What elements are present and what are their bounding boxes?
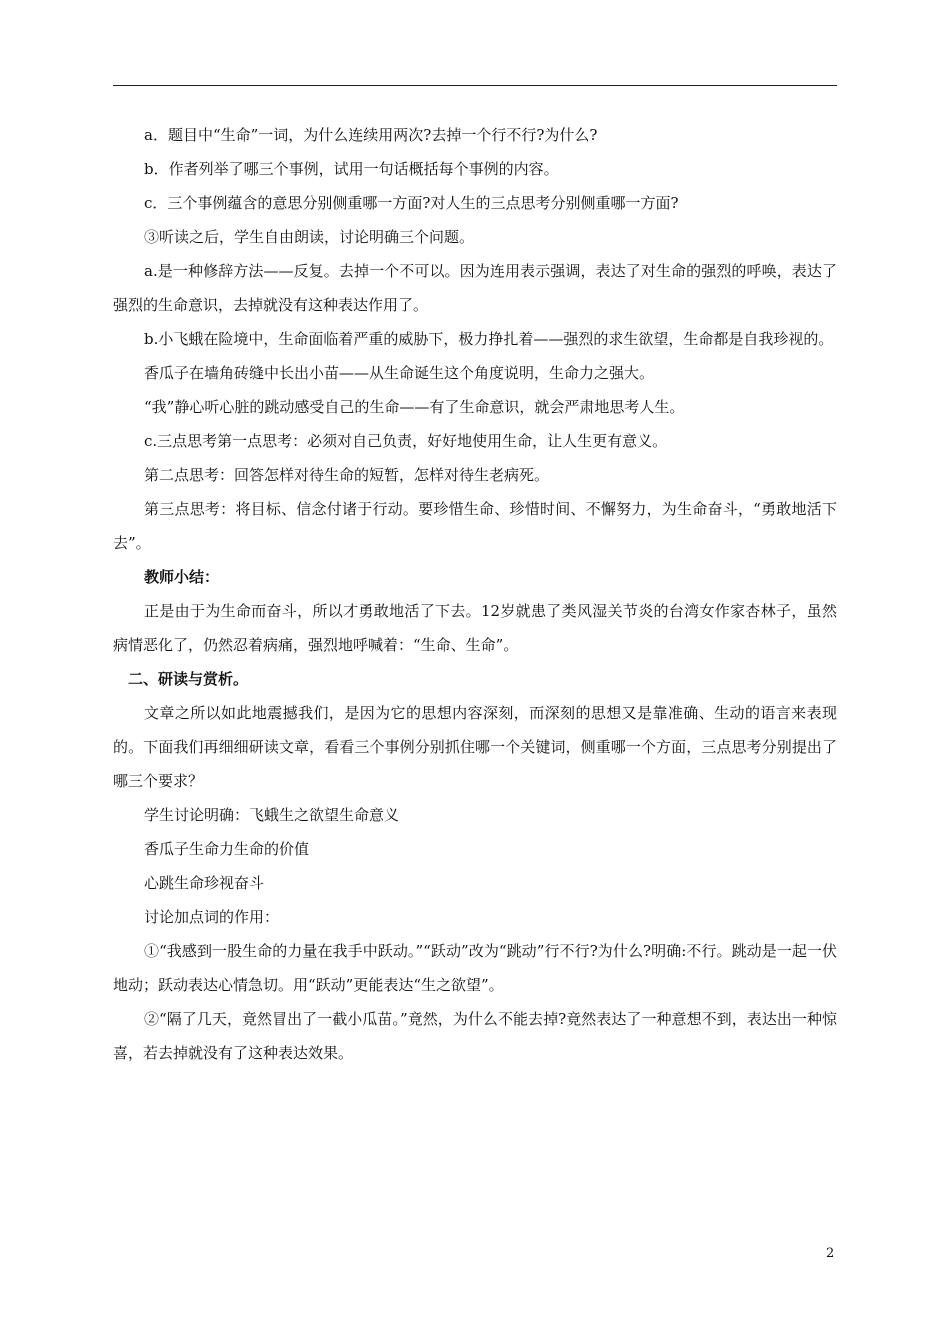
- paragraph: “我”静心听心脏的跳动感受自己的生命——有了生命意识，就会严肃地思考人生。: [144, 398, 685, 416]
- paragraph: b.小飞蛾在险境中，生命面临着严重的威胁下，极力挣扎着——强烈的求生欲望，生命都是自我珍视的。: [144, 330, 834, 348]
- section-heading: 二、研读与赏析。: [128, 670, 249, 688]
- paragraph: 心跳生命珍视奋斗: [144, 874, 265, 892]
- paragraph: c.三点思考第一点思考：必须对自己负责，好好地使用生命，让人生更有意义。: [144, 432, 668, 450]
- paragraph: ③听读之后，学生自由朗读，讨论明确三个问题。: [144, 228, 475, 246]
- paragraph: 文章之所以如此地震撼我们，是因为它的思想内容深刻，而深刻的思想又是靠准确、生动的语言来表现的。下面我们再细细研读文章，看看三个事例分别抓住哪一个关键词，侧重哪一个方面，三点思考分别提出了哪三个要求？: [113, 704, 837, 790]
- paragraph: a．题目中“生命”一词，为什么连续用两次?去掉一个行不行?为什么?: [144, 126, 598, 144]
- header-rule: [113, 85, 837, 86]
- paragraph: c．三个事例蕴含的意思分别侧重哪一方面?对人生的三点思考分别侧重哪一方面?: [144, 194, 679, 212]
- paragraph: 香瓜子生命力生命的价值: [144, 840, 310, 858]
- paragraph: 香瓜子在墙角砖缝中长出小苗——从生命诞生这个角度说明，生命力之强大。: [144, 364, 655, 382]
- paragraph: b．作者列举了哪三个事例，试用一句话概括每个事例的内容。: [144, 160, 559, 178]
- paragraph: 第三点思考：将目标、信念付诸于行动。要珍惜生命、珍惜时间、不懈努力，为生命奋斗，“勇敢地活下去”。: [113, 500, 837, 552]
- paragraph: 学生讨论明确：飞蛾生之欲望生命意义: [144, 806, 400, 824]
- paragraph: ②“隔了几天，竟然冒出了一截小瓜苗。”竟然，为什么不能去掉?竟然表达了一种意想不到，表达出一种惊喜，若去掉就没有了这种表达效果。: [113, 1010, 837, 1062]
- paragraph: a.是一种修辞方法——反复。去掉一个不可以。因为连用表示强调，表达了对生命的强烈的呼唤，表达了强烈的生命意识，去掉就没有这种表达作用了。: [113, 262, 837, 314]
- paragraph: 第二点思考：回答怎样对待生命的短暂，怎样对待生老病死。: [144, 466, 550, 484]
- document-body: [113, 118, 837, 1070]
- paragraph: 讨论加点词的作用：: [144, 908, 280, 926]
- paragraph: ①“我感到一股生命的力量在我手中跃动。”“跃动”改为“跳动”行不行?为什么?明确:不行。跳动是一起一伏地动；跃动表达心情急切。用“跃动”更能表达“生之欲望”。: [113, 942, 837, 994]
- page-number: 2: [826, 1246, 835, 1261]
- section-label: 教师小结：: [144, 568, 220, 586]
- paragraph: 正是由于为生命而奋斗，所以才勇敢地活了下去。12岁就患了类风湿关节炎的台湾女作家杏林子，虽然病情恶化了，仍然忍着病痛，强烈地呼喊着：“生命、生命”。: [113, 602, 837, 654]
